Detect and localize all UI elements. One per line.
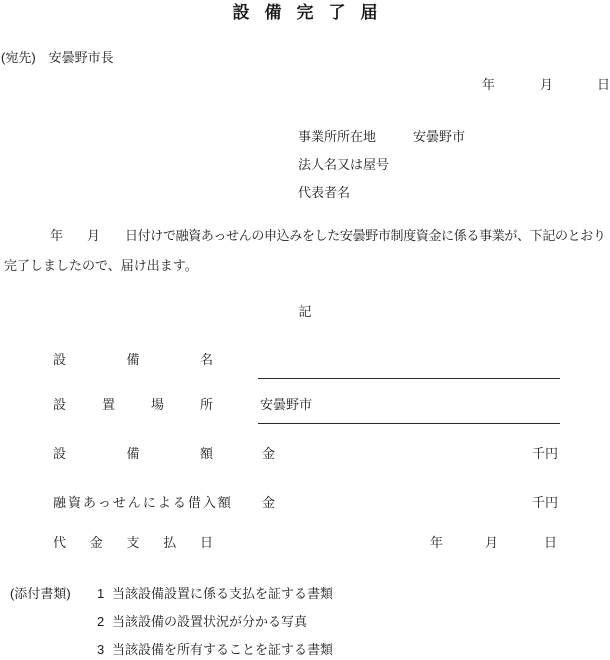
field-value-installation-site: 安曇野市	[260, 397, 313, 412]
body-month-label: 月	[87, 228, 101, 243]
equipment-cost-unit-suffix: 千円	[532, 446, 559, 461]
equipment-cost-currency-prefix: 金	[262, 446, 276, 461]
loan-amount-unit-suffix: 千円	[532, 495, 559, 510]
date-year-label: 年	[482, 77, 496, 92]
field-label-equipment-name: 設備名	[53, 352, 213, 367]
field-label-equipment-cost: 設備額	[53, 446, 213, 461]
attachments-heading: (添付書類)	[10, 586, 71, 601]
attachment-text: 当該設備の設置状況が分かる写真	[112, 614, 308, 629]
payment-date-day-label: 日	[544, 535, 558, 550]
corporate-name-label: 法人名又は屋号	[298, 157, 390, 172]
field-label-payment-date: 代金支払日	[53, 535, 213, 550]
body-line-1: 日付けで融資あっせんの申込みをした安曇野市制度資金に係る事業が、下記のとおり	[125, 228, 606, 243]
equipment-name-field-line	[258, 378, 560, 379]
payment-date-year-label: 年	[430, 535, 444, 550]
representative-name-label: 代表者名	[298, 185, 351, 200]
field-label-loan-amount: 融資あっせんによる借入額	[53, 495, 233, 510]
payment-date-month-label: 月	[485, 535, 499, 550]
installation-site-field-line	[258, 423, 560, 424]
attachment-text: 当該設備設置に係る支払を証する書類	[112, 586, 334, 601]
field-label-installation-site: 設置場所	[53, 397, 213, 412]
date-day-label: 日	[597, 77, 610, 92]
attachment-text: 当該設備を所有することを証する書類	[112, 642, 334, 657]
attachment-number: 1	[97, 586, 105, 601]
body-year-label: 年	[50, 228, 64, 243]
document-title: 設備完了届	[232, 3, 393, 22]
addressee-line: (宛先) 安曇野市長	[1, 50, 114, 65]
business-address-label: 事業所所在地	[298, 129, 377, 144]
attachment-number: 3	[97, 642, 105, 657]
date-month-label: 月	[540, 77, 554, 92]
loan-amount-currency-prefix: 金	[262, 495, 276, 510]
attachment-number: 2	[97, 614, 105, 629]
business-address-value: 安曇野市	[413, 129, 466, 144]
body-line-2: 完了しましたので、届け出ます。	[4, 258, 198, 273]
record-heading: 記	[298, 304, 312, 319]
